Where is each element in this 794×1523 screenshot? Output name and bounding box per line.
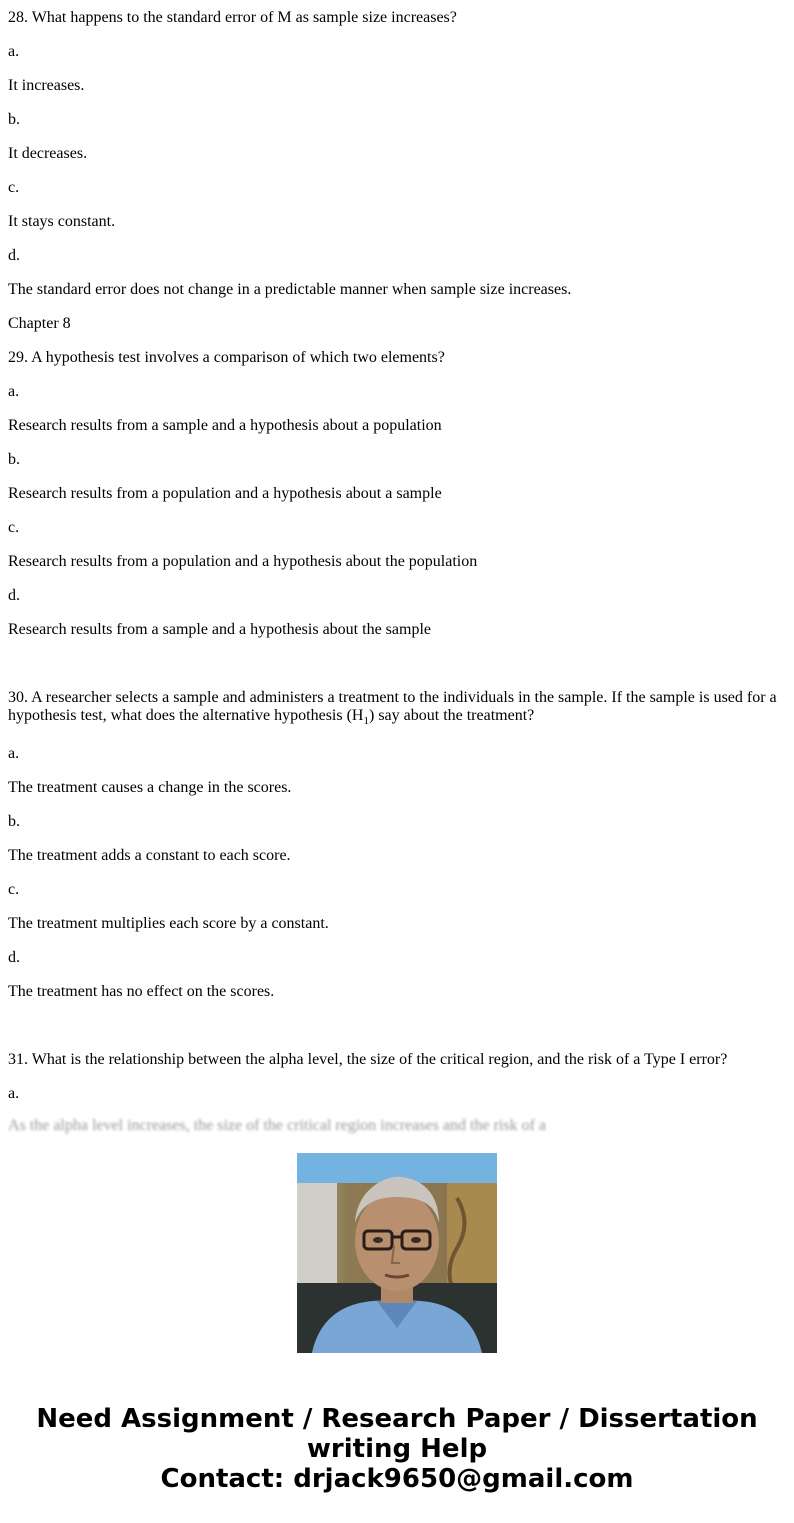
option-letter-a: a. — [8, 43, 20, 60]
promo-contact: Contact: drjack9650@gmail.com — [160, 1464, 634, 1494]
option-text-a: It increases. — [8, 77, 85, 94]
option-letter-b: b. — [8, 451, 20, 468]
option-letter-c: c. — [8, 881, 20, 898]
subscript-one: 1 — [363, 715, 369, 728]
question-30-text: 30. A researcher selects a sample and administers a treatment to the individuals in the sample. If the sample is used for a hypothesis test, what does the alternative hypothesis (H — [8, 689, 777, 724]
option-letter-c: c. — [8, 179, 20, 196]
option-text-c: The treatment multiplies each score by a constant. — [8, 915, 329, 932]
chapter-heading: Chapter 8 — [8, 315, 71, 332]
option-text-c: It stays constant. — [8, 213, 116, 230]
question-29: 29. A hypothesis test involves a comparison of which two elements? — [8, 349, 445, 366]
option-text-d: The treatment has no effect on the scores. — [8, 983, 275, 1000]
option-letter-d: d. — [8, 247, 20, 264]
option-letter-a: a. — [8, 1085, 20, 1102]
option-letter-a: a. — [8, 745, 20, 762]
option-letter-c: c. — [8, 519, 20, 536]
option-letter-d: d. — [8, 949, 20, 966]
profile-photo — [297, 1153, 497, 1353]
option-letter-b: b. — [8, 111, 20, 128]
option-text-c: Research results from a population and a hypothesis about the population — [8, 553, 478, 570]
promo-line-1: Need Assignment / Research Paper / Dissertation — [36, 1404, 758, 1434]
question-28: 28. What happens to the standard error of M as sample size increases? — [8, 9, 457, 26]
option-text-b: Research results from a population and a hypothesis about a sample — [8, 485, 442, 502]
option-text-d: Research results from a sample and a hypothesis about the sample — [8, 621, 431, 638]
option-text-a: Research results from a sample and a hypothesis about a population — [8, 417, 442, 434]
option-letter-a: a. — [8, 383, 20, 400]
promo-line-2: writing Help — [306, 1434, 488, 1464]
question-31: 31. What is the relationship between the alpha level, the size of the critical region, and the risk of a Type I error? — [8, 1051, 728, 1068]
option-text-d: The standard error does not change in a predictable manner when sample size increases. — [8, 281, 572, 298]
option-text-b: The treatment adds a constant to each score. — [8, 847, 291, 864]
portrait-image — [297, 1153, 497, 1353]
option-letter-d: d. — [8, 587, 20, 604]
option-text-b: It decreases. — [8, 145, 88, 162]
option-letter-b: b. — [8, 813, 20, 830]
cutoff-text: As the alpha level increases, the size of the critical region increases and the risk of a — [8, 1117, 546, 1134]
question-30-text-end: ) say about the treatment? — [368, 707, 535, 724]
question-30 — [8, 689, 784, 728]
option-text-a: The treatment causes a change in the scores. — [8, 779, 292, 796]
